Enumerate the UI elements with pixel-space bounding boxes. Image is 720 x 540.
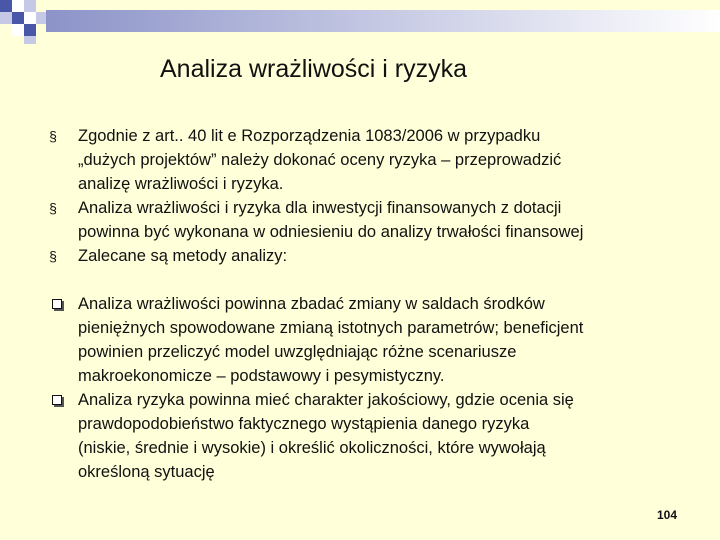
- list-item: Analiza ryzyka powinna mieć charakter jakościowy, gdzie ocenia się prawdopodobieństwo faktycznego wystąpienia danego ryzyka (niskie, średnie i wysokie) i określić okoliczności, które wywołają określoną sytuację: [78, 388, 708, 484]
- list-item: Analiza wrażliwości powinna zbadać zmiany w saldach środków pieniężnych spowodowane zmianą istotnych parametrów; beneficjent powinien przeliczyć model uwzględniając różne scenariusze makroekonomicze – podstawowy i pesymistyczny.: [78, 292, 708, 388]
- section-bullet-icon: §: [49, 128, 57, 144]
- list-item: § Analiza wrażliwości i ryzyka dla inwestycji finansowanych z dotacji powinna być wykonana w odniesieniu do analizy trwałości finansowej: [78, 196, 708, 244]
- square-bullet-icon: [52, 395, 62, 405]
- header-decoration: [0, 0, 720, 50]
- page-number: 104: [656, 508, 677, 522]
- square-bullet-icon: [52, 299, 62, 309]
- list-item: § Zgodnie z art.. 40 lit e Rozporządzenia 1083/2006 w przypadku „dużych projektów” należy dokonać oceny ryzyka – przeprowadzić analizę wrażliwości i ryzyka.: [78, 124, 708, 196]
- section-bullet-icon: §: [49, 248, 57, 264]
- section-bullet-icon: §: [49, 200, 57, 216]
- list-item: § Zalecane są metody analizy:: [78, 244, 708, 268]
- slide-title: Analiza wrażliwości i ryzyka: [160, 55, 468, 83]
